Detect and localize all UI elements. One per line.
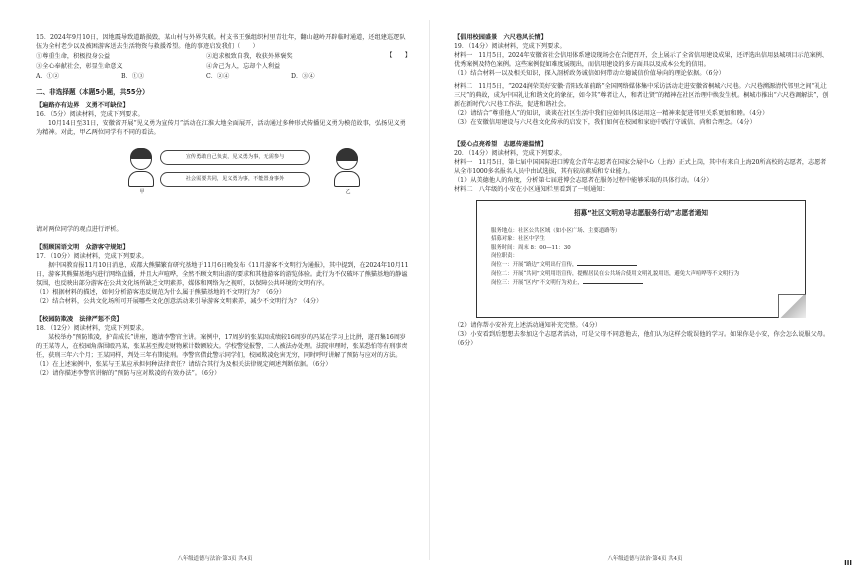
student-yi-label: 乙 xyxy=(345,189,351,196)
q16-material: 10月14日至31日，安徽省开展“见义勇为宣传月”活动在江淮大地全面展开，活动通过多种形式传播见义勇为模范故事，弘扬见义勇为精神。对此，甲乙两位同学有不同的看法。 xyxy=(36,120,406,137)
q19-material-2: 材料二 11月5日，“2024润荣美好安徽·青阳改革前路”全国网络媒体集中采访活动走进安徽省桐城六尺巷。六尺巷溯源清代邻里之间“礼让三尺”的典故，成为中国礼让和谐文化的象征，如今其“尊者让人，和者让贤”的精神在社区治理中焕发生机。桐城市推出“六尺巷调解法”，创新在新时代六尺巷工作法，促进和谐社会。 xyxy=(454,82,829,108)
q15-option-4: ④舍己为人，忘却个人利益 xyxy=(206,62,281,70)
q19-requirement-1: （1）结合材料一以及相关知识，探入剖析政务诚信如何带动立德诚信价值导向的理论依据。（6分） xyxy=(454,69,725,77)
q15-option-1: ①尊重生命，积极投身公益 xyxy=(36,52,111,60)
q18-material: 某校举办“预防欺凌，护苗成长”讲座，邀请李警官主讲。案例中，17周岁的张某因成绩较16周岁的冯某在学习上比拼，遂召集16周岁的王某等人，在校园角落围殴冯某，张某甚至搜走财物累计数额较大。学校警觉报警，二人被法办处理。法院审理时，张某恐怕等有刑事责任，获刑三年六个月；王某同样，判处三年有期徒刑。李警官借此警示同学们，校园欺凌危害无穷，同时呼吁讲解了预防与应对的方法。 xyxy=(36,334,408,360)
q15-stem: 15．2024年9月10日，因地震导致道路损毁，某山村与外界失联。村支书王强组织村里青壮年，翻山越岭开辟临时通道，还组建巡逻队伍为全村老少以及被困游客送去生活物资与救援希望。他的事迹启发我们（ ） xyxy=(36,34,406,50)
volunteer-notice xyxy=(476,200,806,318)
speech-bubble-jia: 宣传勇敢自己负责，见义勇为事，无需参与 xyxy=(160,150,310,165)
q17-requirement-1: （1）根据材料的描述，如何分析游客违反规范为什么属于熊猫基地的不文明行为？（6分） xyxy=(36,289,286,297)
q15-choices xyxy=(36,73,411,82)
q16-stem: 16．（5分）阅读材料，完成下列要求。 xyxy=(36,111,144,119)
q17-requirement-2: （2）结合材料，公共文化场所可开展哪些文化创意活动来引导游客文明素养，减少不文明行为？（4分） xyxy=(36,298,323,306)
q20-topic: 【爱心点亮希望 志愿传递温情】 xyxy=(454,140,547,148)
q15-answer-bracket: 【 】 xyxy=(386,51,411,59)
notice-target: 招募对象：社区中学生 xyxy=(491,236,545,243)
page-3-footer: 八年级道德与法治·第3页 共4页 xyxy=(177,556,253,563)
q15-option-3: ③全心奉献社会，彰显生命意义 xyxy=(36,62,123,70)
notice-body xyxy=(491,227,786,288)
q20-requirement-3: （3）小安看到后想想去参加这个志愿者活动，可是父母不同意他去，他们认为这样会耽误他的学习。如果你是小安，你会怎么说服父母。（6分） xyxy=(454,330,830,347)
q19-stem: 19．（14分）阅读材料，完成下列要求。 xyxy=(454,42,566,50)
q15-choice-b: B．①③ xyxy=(121,72,145,80)
q15-choice-c: C．②④ xyxy=(206,72,230,80)
q18-requirement-2: （2）请你描述李警官讲解的“预防与应对欺凌的有效办法”。（6分） xyxy=(36,370,221,378)
q15-options-row-2 xyxy=(36,63,411,72)
q15-choice-a: A．①② xyxy=(36,72,60,80)
q17-stem: 17．（10分）阅读材料，完成下列要求。 xyxy=(36,253,148,261)
q17-topic: 【照顾国语文明 众游客守规矩】 xyxy=(36,244,129,252)
q19-material-1: 材料一 11月5日，2024年安徽省社会信用体系建设现场会在合肥召开，会上展示了全省信用建设成果，还评选出信用县城项目示范案例、优秀案例及特色案例。这些案例促如难度展现出，而信用建设的多方面具以及成本公允的信用。 xyxy=(454,51,828,68)
notice-duty-1: 岗位一：开展“路边”文明出行宣传， xyxy=(491,260,786,269)
q19-requirement-2: （2）请结合“尊重他人”的知识，谈谈在社区生活中我们应如何具体运用这一精神来促进邻里关系更加和睦。（4分） xyxy=(454,109,769,117)
student-yi-body xyxy=(334,171,360,187)
q15-choice-d: D．③④ xyxy=(291,72,315,80)
q19-requirement-3: （3）在安徽信用建设与六尺巷文化传承的启发下，我们如何在校园和家庭中践行守诚信、尚和合理念。（4分） xyxy=(454,118,756,126)
notice-location: 服务地点：社区公共区域（如小区广场、主要道路等） xyxy=(491,227,621,234)
q17-material: 据中国教育报11月10日消息，成都大熊猫繁育研究基地于11月6日晚发布《11月游客不文明行为通报》，其中提到，在2024年10月11日，游客其熊猫基地内进行网络直播，并且大声喧哗，全然不顾文明出游的要求和其他游客的游览体验。此行为不仅破坏了熊猫基地的静谧氛围，也反映出部分游客在公共文化场所缺乏文明素养，媒体和网络为之视听，以保障公共环境的文明有序。 xyxy=(36,262,409,288)
notice-page-curl xyxy=(778,294,806,318)
student-jia-head xyxy=(130,148,152,170)
notice-duty-2: 岗位二：开展“共同”文明用语宣传，提醒居民在公共场合使用文明礼貌用语，避免大声喧哗等不文明行为 xyxy=(491,270,740,277)
fill-blank-1[interactable] xyxy=(577,260,637,266)
q18-stem: 18．（12分）阅读材料，完成下列要求。 xyxy=(36,325,148,333)
q15-option-2: ②追求极致自我，收获外界褒奖 xyxy=(206,52,293,60)
student-jia-body xyxy=(128,171,154,187)
student-jia-label: 甲 xyxy=(139,189,145,196)
section-2-heading: 二、非选择题（本题5小题，共55分） xyxy=(36,87,149,96)
q18-topic: 【校园防欺凌 法律严惩不贷】 xyxy=(36,316,123,324)
notice-duties-label: 岗位职责： xyxy=(491,252,518,259)
student-jia-figure xyxy=(130,148,154,196)
q20-material-2: 材料二 八年级的小安在小区通知栏里看到了一则通知： xyxy=(454,185,609,193)
q20-requirement-2: （2）请你帮小安补充上述活动通知补充完整。（4分） xyxy=(454,321,602,329)
notice-time: 服务时间：周末 8：00—11：30 xyxy=(491,244,571,251)
q16-task: 请对两位同学的观点进行评析。 xyxy=(36,226,123,234)
q16-comic xyxy=(36,142,411,222)
q20-requirement-1: （1）从美德他人的角度，分析第七届进博会志愿者在服务过程中能够采取的具体行动。（4分） xyxy=(454,176,713,184)
q18-requirement-1: （1）在上述案例中，张某与王某应承担何种法律责任？请结合其行为及相关法律规定阐述判断依据。（6分） xyxy=(36,361,332,369)
page-4-footer: 八年级道德与法治·第4页 共4页 xyxy=(607,556,683,563)
page-corner-mark: III xyxy=(844,558,852,567)
q19-topic: 【倡用校园盛景 六尺巷风长情】 xyxy=(454,34,547,41)
student-yi-head xyxy=(336,148,358,170)
fill-blank-2[interactable] xyxy=(583,278,643,284)
q20-material-1: 材料一 11月5日，第七届中国国际进口博览会青年志愿者在国家会展中心（上海）正式上岗，其中有来自上海20所高校的志愿者，志愿者从全市1000多名报名人员中由试选拔，其有较高素质和专业能力。 xyxy=(454,158,827,175)
q16-topic: 【遍路亦有边界 义勇不可缺位】 xyxy=(36,102,129,110)
student-yi-figure xyxy=(336,148,360,196)
notice-duty-3: 岗位三：开展“区内”不文明行为劝止， xyxy=(491,278,786,287)
speech-bubble-yi: 社会需要共同，见义勇为事，不能置身事外 xyxy=(160,172,310,187)
q15-options-row-1 xyxy=(36,53,386,62)
q20-stem: 20．（14分）阅读材料，完成下列要求。 xyxy=(454,149,566,157)
page-4 xyxy=(430,0,860,578)
page-4-content xyxy=(454,34,832,349)
notice-title: 招募“社区文明劝导志愿服务行动”志愿者通知 xyxy=(574,208,708,217)
page-3-content xyxy=(36,34,411,379)
